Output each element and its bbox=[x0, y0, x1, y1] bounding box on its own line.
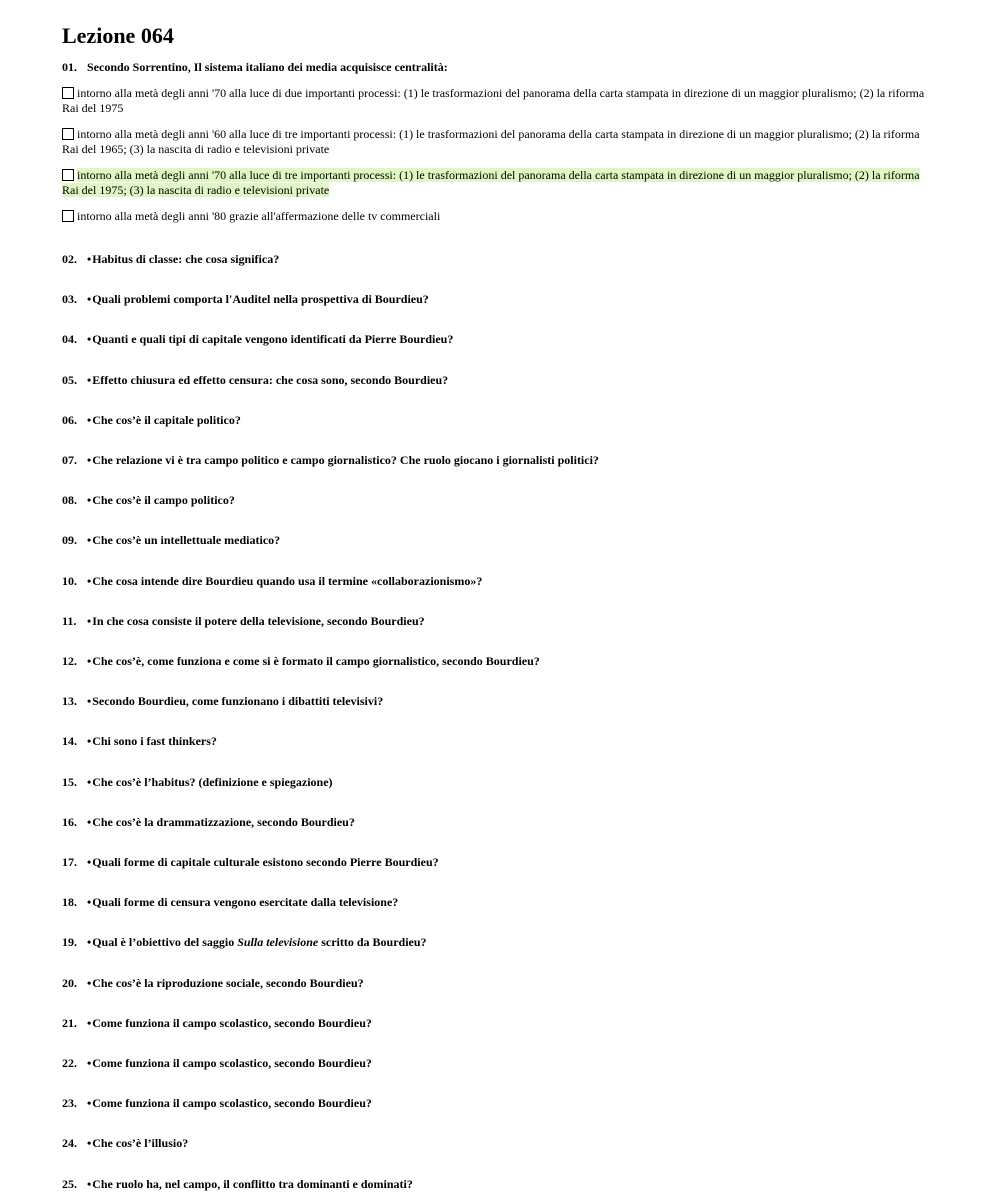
question-text: Quali problemi comporta l'Auditel nella prospettiva di Bourdieu? bbox=[92, 292, 429, 307]
question-number: 08. bbox=[62, 493, 77, 508]
question-item bbox=[62, 775, 333, 790]
question-item bbox=[62, 493, 235, 508]
bullet-icon: • bbox=[87, 654, 92, 668]
question-item bbox=[62, 935, 427, 950]
bullet-icon: • bbox=[87, 372, 92, 387]
question-item bbox=[62, 533, 280, 548]
bullet-icon: • bbox=[87, 493, 92, 508]
question-text: Che cos’è l’illusio? bbox=[92, 1136, 189, 1151]
question-number: 13. bbox=[62, 694, 77, 709]
question-item bbox=[62, 1016, 372, 1031]
bullet-icon: • bbox=[87, 1096, 92, 1111]
question-item bbox=[62, 976, 364, 991]
question-text: Effetto chiusura ed effetto censura: che cosa sono, secondo Bourdieu? bbox=[92, 372, 449, 387]
question-number: 15. bbox=[62, 774, 77, 789]
checkbox-icon[interactable] bbox=[62, 169, 74, 181]
question-number: 02. bbox=[62, 252, 77, 266]
question-item bbox=[62, 815, 355, 830]
question-number: 24. bbox=[62, 1136, 77, 1151]
answer-option-1[interactable] bbox=[62, 86, 930, 116]
question-text: Qual è l’obiettivo del saggio Sulla televisione scritto da Bourdieu? bbox=[92, 935, 427, 950]
page-title: Lezione 064 bbox=[62, 23, 174, 48]
bullet-icon: • bbox=[87, 412, 92, 427]
bullet-icon: • bbox=[87, 613, 92, 628]
question-text: Habitus di classe: che cosa significa? bbox=[92, 252, 280, 266]
question-item bbox=[62, 855, 439, 870]
question-text: Che cos’è il campo politico? bbox=[92, 493, 235, 508]
question-text: Che cos’è la drammatizzazione, secondo Bourdieu? bbox=[92, 814, 355, 829]
answer-option-text: intorno alla metà degli anni '70 alla luce di due importanti processi: (1) le trasformazioni del panorama della carta stampata in direzione di un maggior pluralismo; (2) la riforma Rai del 1975 bbox=[62, 86, 925, 115]
question-item bbox=[62, 1096, 372, 1111]
question-text: Come funziona il campo scolastico, secondo Bourdieu? bbox=[92, 1056, 372, 1070]
answer-option-3-correct[interactable] bbox=[62, 168, 930, 198]
question-item bbox=[62, 1136, 188, 1151]
bullet-icon: • bbox=[87, 1136, 92, 1151]
bullet-icon: • bbox=[87, 533, 92, 548]
question-text: Che cos’è l’habitus? (definizione e spiegazione) bbox=[92, 774, 333, 789]
checkbox-icon[interactable] bbox=[62, 87, 74, 99]
question-text: Secondo Sorrentino, Il sistema italiano dei media acquisisce centralità: bbox=[87, 60, 448, 74]
question-text: Che cos’è il capitale politico? bbox=[92, 412, 241, 427]
bullet-icon: • bbox=[87, 573, 92, 588]
question-item bbox=[62, 453, 599, 468]
bullet-icon: • bbox=[87, 855, 92, 869]
question-item bbox=[62, 694, 383, 709]
question-item bbox=[62, 332, 453, 347]
question-number: 01. bbox=[62, 60, 77, 74]
question-number: 10. bbox=[62, 573, 77, 588]
question-number: 05. bbox=[62, 372, 77, 387]
question-text: Che relazione vi è tra campo politico e campo giornalistico? Che ruolo giocano i giornalisti politici? bbox=[92, 453, 599, 467]
bullet-icon: • bbox=[87, 1015, 92, 1030]
checkbox-icon[interactable] bbox=[62, 128, 74, 140]
question-text: Che ruolo ha, nel campo, il conflitto tra dominanti e dominati? bbox=[92, 1176, 413, 1191]
bullet-icon: • bbox=[87, 774, 92, 789]
question-item bbox=[62, 895, 398, 910]
bullet-icon: • bbox=[87, 975, 92, 990]
bullet-icon: • bbox=[87, 734, 92, 749]
question-item bbox=[62, 1056, 372, 1071]
checkbox-icon[interactable] bbox=[62, 210, 74, 222]
question-text: Che cosa intende dire Bourdieu quando usa il termine «collaborazionismo»? bbox=[92, 573, 483, 588]
bullet-icon: • bbox=[87, 694, 92, 709]
question-text: Come funziona il campo scolastico, secondo Bourdieu? bbox=[92, 1096, 372, 1111]
question-number: 17. bbox=[62, 855, 77, 869]
bullet-icon: • bbox=[87, 332, 92, 347]
bullet-icon: • bbox=[87, 453, 92, 467]
question-number: 23. bbox=[62, 1096, 77, 1111]
question-number: 16. bbox=[62, 814, 77, 829]
question-item bbox=[62, 654, 540, 669]
question-item bbox=[62, 373, 448, 388]
question-number: 03. bbox=[62, 292, 77, 307]
bullet-icon: • bbox=[87, 1056, 92, 1070]
question-number: 18. bbox=[62, 895, 77, 910]
document-page bbox=[62, 22, 930, 1191]
question-number: 21. bbox=[62, 1015, 77, 1030]
question-item bbox=[62, 614, 425, 629]
italic-title: Sulla televisione bbox=[237, 935, 319, 950]
question-item bbox=[62, 252, 279, 267]
question-text: Come funziona il campo scolastico, secondo Bourdieu? bbox=[92, 1015, 372, 1030]
question-item bbox=[62, 734, 217, 749]
bullet-icon: • bbox=[87, 1176, 92, 1191]
bullet-icon: • bbox=[87, 935, 92, 950]
bullet-icon: • bbox=[87, 292, 92, 307]
answer-option-4[interactable] bbox=[62, 209, 930, 224]
answer-option-text: intorno alla metà degli anni '80 grazie all'affermazione delle tv commerciali bbox=[77, 209, 441, 223]
question-text: Quali forme di capitale culturale esistono secondo Pierre Bourdieu? bbox=[92, 855, 439, 869]
question-text: Che cos’è la riproduzione sociale, secondo Bourdieu? bbox=[92, 975, 364, 990]
question-number: 07. bbox=[62, 453, 77, 467]
answer-option-text: intorno alla metà degli anni '70 alla luce di tre importanti processi: (1) le trasformazioni del panorama della carta stampata in direzione di un maggior pluralismo; (2) la riforma Rai del 1975; (3) la nascita di radio e televisioni private bbox=[62, 168, 920, 197]
question-number: 11. bbox=[62, 613, 77, 628]
question-number: 14. bbox=[62, 734, 77, 749]
answer-option-2[interactable] bbox=[62, 127, 930, 157]
question-01-heading bbox=[62, 60, 930, 75]
bullet-icon: • bbox=[87, 252, 92, 266]
question-number: 06. bbox=[62, 412, 77, 427]
question-number: 25. bbox=[62, 1176, 77, 1191]
answer-option-text: intorno alla metà degli anni '60 alla luce di tre importanti processi: (1) le trasformazioni del panorama della carta stampata in direzione di un maggior pluralismo; (2) la riforma Rai del 1965; (3) la nascita di radio e televisioni private bbox=[62, 127, 920, 156]
question-item bbox=[62, 574, 482, 589]
question-text: Quali forme di censura vengono esercitate dalla televisione? bbox=[92, 895, 399, 910]
question-number: 04. bbox=[62, 332, 77, 347]
bullet-icon: • bbox=[87, 895, 92, 910]
question-item bbox=[62, 1177, 413, 1192]
question-item bbox=[62, 413, 241, 428]
question-text: Quanti e quali tipi di capitale vengono identificati da Pierre Bourdieu? bbox=[92, 332, 454, 347]
bullet-icon: • bbox=[87, 814, 92, 829]
question-number: 12. bbox=[62, 654, 77, 668]
question-number: 19. bbox=[62, 935, 77, 950]
question-text: Secondo Bourdieu, come funzionano i dibattiti televisivi? bbox=[92, 694, 384, 709]
question-text: Chi sono i fast thinkers? bbox=[92, 734, 217, 749]
question-text: Che cos’è un intellettuale mediatico? bbox=[92, 533, 281, 548]
question-text: In che cosa consiste il potere della televisione, secondo Bourdieu? bbox=[92, 613, 425, 628]
question-item bbox=[62, 292, 429, 307]
question-number: 22. bbox=[62, 1056, 77, 1070]
question-number: 20. bbox=[62, 975, 77, 990]
question-text: Che cos’è, come funziona e come si è formato il campo giornalistico, secondo Bourdieu? bbox=[92, 654, 540, 668]
question-number: 09. bbox=[62, 533, 77, 548]
